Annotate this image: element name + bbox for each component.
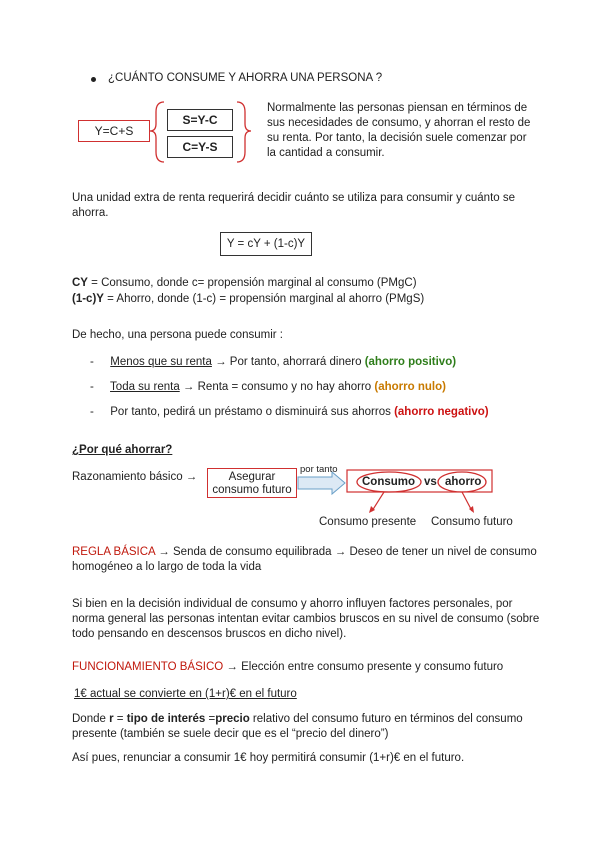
list-dash: - (90, 356, 94, 368)
list-item-underlined: Menos que su renta (110, 356, 212, 368)
paragraph-line: homogéneo a lo largo de toda la vida (72, 561, 262, 573)
regla-line (72, 545, 537, 560)
asegurar-line1: Asegurar (228, 471, 276, 483)
why-title: ¿Por qué ahorrar? (72, 444, 173, 456)
list-item-text: Por tanto, pedirá un préstamo o disminuirá sus ahorros (110, 406, 395, 418)
side-text-4: la cantidad a consumir. (267, 147, 385, 159)
label-consumo-futuro: Consumo futuro (431, 516, 513, 528)
list-item-tag: (ahorro nulo) (374, 381, 446, 393)
donde-p4: relativo del consumo futuro en términos del consumo (249, 713, 523, 725)
euro-rule: 1€ actual se convierte en (1+r)€ en el futuro (74, 688, 297, 700)
cy-term: CY (72, 277, 88, 289)
formula-c: C=Y-S (182, 140, 218, 154)
vs-word: vs (424, 476, 437, 488)
paragraph-line: De hecho, una persona puede consumir : (72, 329, 283, 341)
funcionamiento-label: FUNCIONAMIENTO BÁSICO (72, 661, 224, 673)
donde-p2: = (113, 713, 127, 725)
asegurar-line2: consumo futuro (212, 484, 292, 496)
list-item-tag: (ahorro negativo) (394, 406, 489, 418)
donde-line (72, 712, 523, 727)
final-line: Así pues, renunciar a consumir 1€ hoy permitirá consumir (1+r)€ en el futuro. (72, 752, 465, 764)
side-text-1: Normalmente las personas piensan en términos de (267, 102, 528, 114)
label-consumo-presente: Consumo presente (319, 516, 417, 528)
list-item-text: → Por tanto, ahorrará dinero (211, 356, 365, 368)
regla-label: REGLA BÁSICA (72, 546, 156, 558)
paragraph-line: Una unidad extra de renta requerirá decidir cuánto se utiliza para consumir y cuánto se (72, 192, 515, 204)
s-text: = Ahorro, donde (1-c) = propensión marginal al ahorro (PMgS) (103, 293, 425, 305)
equation: Y = cY + (1-c)Y (226, 238, 306, 250)
arrow-label: por tanto (300, 464, 338, 475)
donde-r: r (109, 713, 114, 725)
consumo-word: Consumo (362, 476, 416, 488)
donde-p1: Donde (72, 713, 110, 725)
list-dash: - (90, 406, 94, 418)
paragraph-line: todo pensando en descensos bruscos en dicho nivel). (72, 628, 347, 640)
donde-p3: = (205, 713, 216, 725)
section-heading: ¿CUÁNTO CONSUME Y AHORRA UNA PERSONA ? (108, 72, 383, 84)
side-text-2: sus necesidades de consumo, y ahorran el resto de (267, 117, 531, 129)
funcionamiento-text: → Elección entre consumo presente y consumo futuro (223, 661, 504, 673)
paragraph-line: ahorra. (72, 207, 109, 219)
list-item-underlined: Toda su renta (110, 381, 180, 393)
regla-text: → Senda de consumo equilibrada → Deseo de tener un nivel de consumo (155, 546, 537, 558)
cy-text: = Consumo, donde c= propensión marginal al consumo (PMgC) (87, 277, 417, 289)
ahorro-word: ahorro (445, 476, 482, 488)
list-item-tag: (ahorro positivo) (364, 356, 457, 368)
funcionamiento-line (72, 660, 503, 675)
side-text-3: su renta. Por tanto, la decisión suele comenzar por (267, 132, 527, 144)
list-item-text: → Renta = consumo y no hay ahorro (179, 381, 375, 393)
donde-precio: precio (215, 713, 250, 725)
formula-s: S=Y-C (182, 113, 218, 127)
list-dash: - (90, 381, 94, 393)
formula-y: Y=C+S (94, 124, 134, 138)
paragraph-line: Si bien en la decisión individual de consumo y ahorro influyen factores personales, por (72, 598, 513, 610)
s-term: (1-c)Y (72, 293, 104, 305)
paragraph-line: presente (también se suele decir que es el “precio del dinero”) (72, 728, 389, 740)
reasoning-lead: Razonamiento básico → (72, 471, 198, 483)
paragraph-line: norma general las personas intentan evitar cambios bruscos en su nivel de consumo (sobre (72, 613, 540, 625)
donde-tipo: tipo de interés (126, 713, 206, 725)
